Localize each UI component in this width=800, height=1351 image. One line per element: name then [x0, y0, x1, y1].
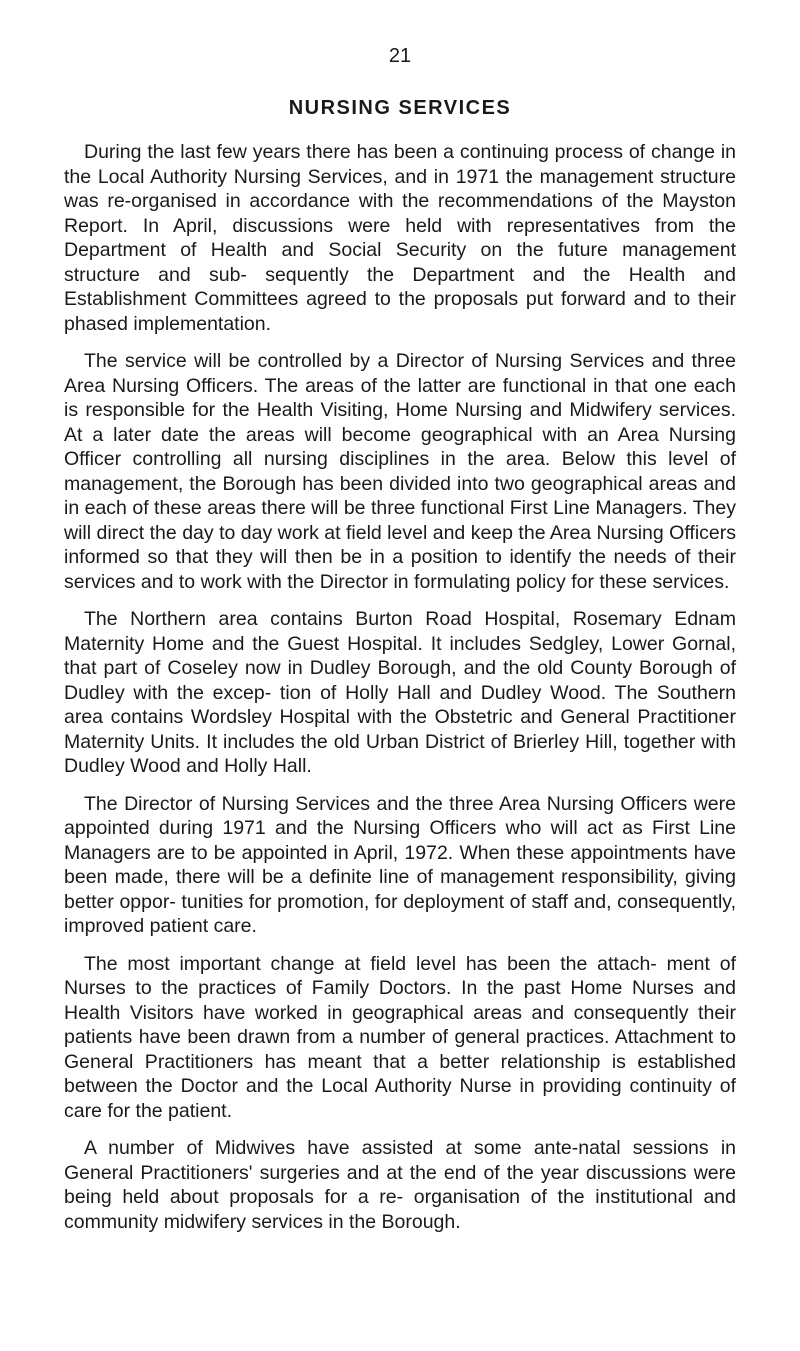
paragraph-service-structure: The service will be controlled by a Director of Nursing Services and three Area Nursing Officers. The areas of the latter are functional in that one each is responsible for the Health Visiting, Home Nursing and Midwifery services. At a later date the areas will become geographical with an Area Nursing Officer controlling all nursing disciplines in the area. Below this level of management, the Borough has been divided into two geographical areas and in each of these areas there will be three functional First Line Managers. They will direct the day to day work at field level and keep the Area Nursing Officers informed so that they will then be in a position to identify the needs of their services and to work with the Director in formulating policy for these services.: [64, 350, 736, 593]
page-number: 21: [388, 45, 412, 67]
paragraph-management-reorganisation: During the last few years there has been a continuing process of change in the Local Authority Nursing Services, and in 1971 the management structure was re-organised in accordance with the recommendations of the Mayston Report. In April, discussions were held with representatives from the Department of Health and Social Security on the future management structure and sub- sequently the Department and the Health and Establishment Committees agreed to the proposals put forward and to their phased implementation.: [64, 141, 736, 335]
paragraph-northern-southern-areas: The Northern area contains Burton Road Hospital, Rosemary Ednam Maternity Home and the Guest Hospital. It includes Sedgley, Lower Gornal, that part of Coseley now in Dudley Borough, and the old County Borough of Dudley with the excep- tion of Holly Hall and Dudley Wood. The Southern area contains Wordsley Hospital with the Obstetric and General Practitioner Maternity Units. It includes the old Urban District of Brierley Hill, together with Dudley Wood and Holly Hall.: [64, 608, 736, 777]
section-heading: NURSING SERVICES: [288, 97, 512, 119]
body-text: [64, 140, 736, 1247]
paragraph-midwives: A number of Midwives have assisted at some ante-natal sessions in General Practitioners' surgeries and at the end of the year discussions were being held about proposals for a re- organisation of the institutional and community midwifery services in the Borough.: [64, 1137, 736, 1233]
paragraph-gp-attachment: The most important change at field level has been the attach- ment of Nurses to the practices of Family Doctors. In the past Home Nurses and Health Visitors have worked in geographical areas and consequently their patients have been drawn from a number of general practices. Attachment to General Practitioners has meant that a better relationship is established between the Doctor and the Local Authority Nurse in providing continuity of care for the patient.: [64, 952, 736, 1122]
paragraph-appointments: The Director of Nursing Services and the three Area Nursing Officers were appointed during 1971 and the Nursing Officers who will act as First Line Managers are to be appointed in April, 1972. When these appointments have been made, there will be a definite line of management responsibility, giving better oppor- tunities for promotion, for deployment of staff and, consequently, improved patient care.: [64, 792, 736, 937]
